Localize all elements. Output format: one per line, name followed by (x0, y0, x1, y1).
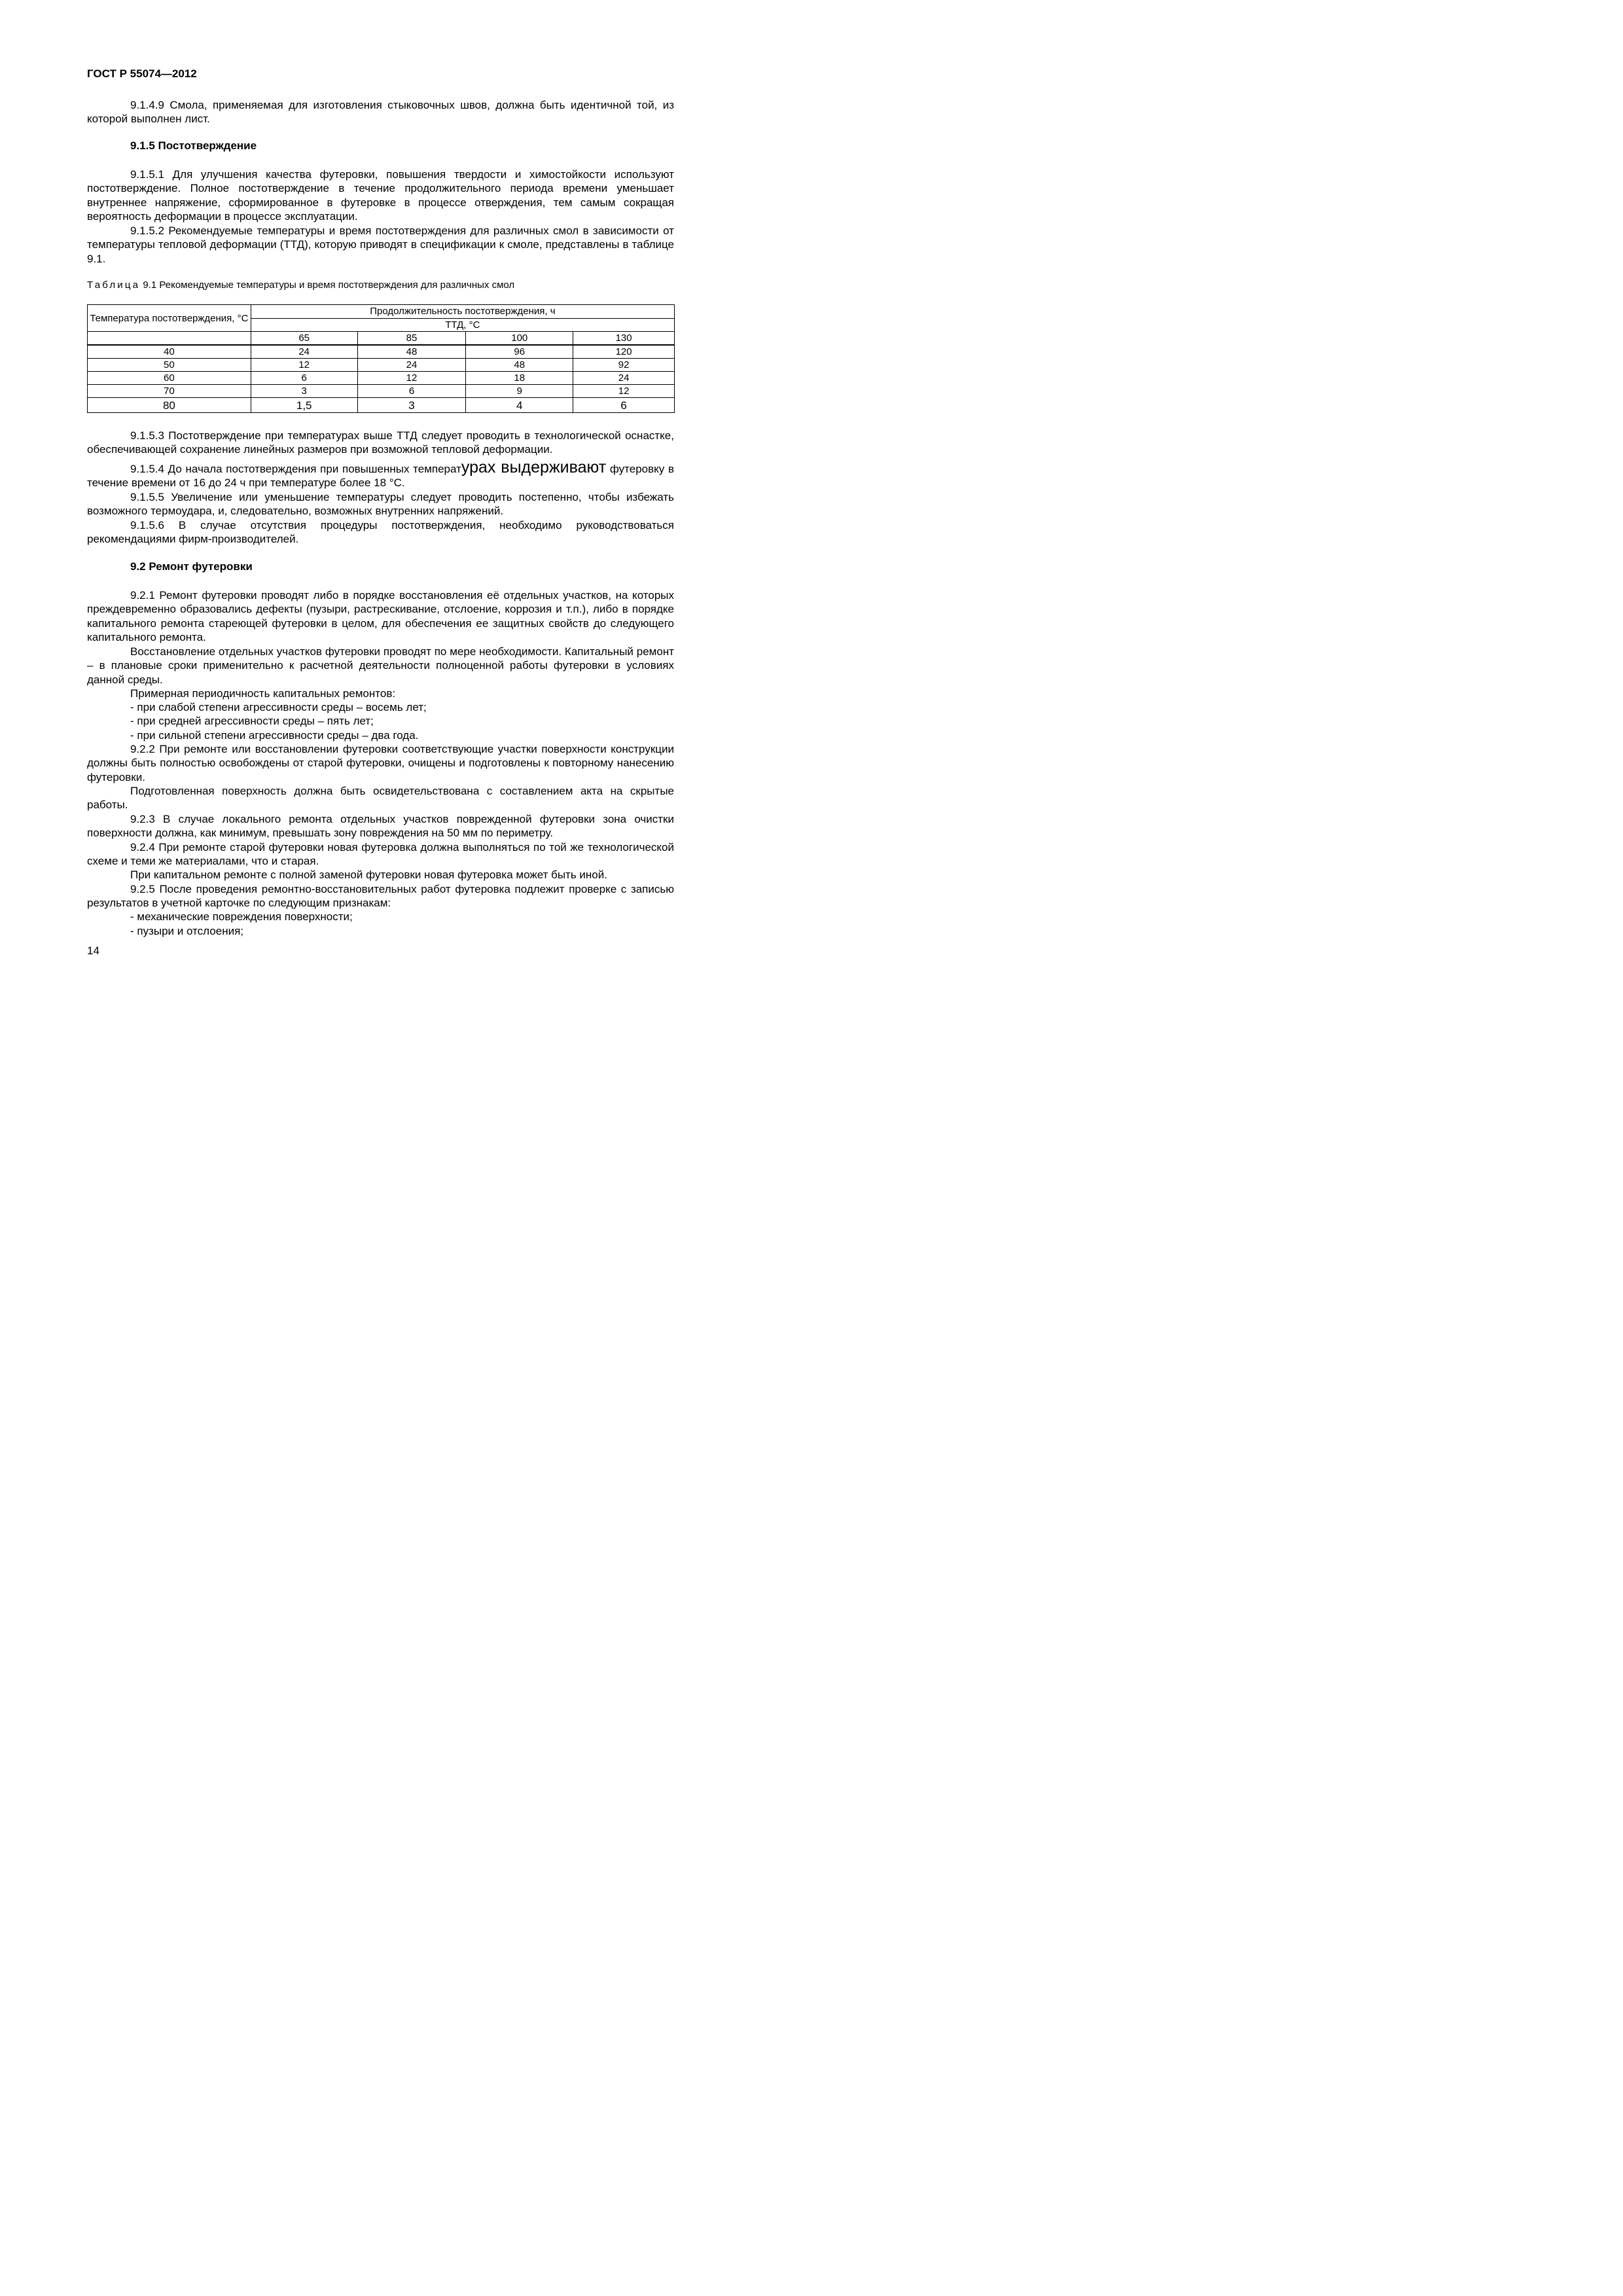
table-cell: 4 (466, 398, 573, 413)
table-caption-text: 9.1 Рекомендуемые температуры и время постотверждения для различных смол (140, 279, 515, 291)
table-cell: 6 (573, 398, 675, 413)
list-item: - при сильной степени агрессивности среды – два года. (130, 729, 419, 742)
table-cell: 24 (251, 345, 357, 359)
table-header-ttd: ТТД, °С (251, 318, 674, 332)
table-header-temperature: Температура постотверждения, °C (88, 305, 251, 332)
paragraph-9-1-5-3: 9.1.5.3 Постотверждение при температурах выше ТТД следует проводить в технологической оснастке, обеспечивающей сохранение линейных размеров при возможной тепловой деформации. (87, 429, 674, 456)
paragraph-9-1-5-4-part1: 9.1.5.4 До начала постотверждения при повышенных температ (130, 463, 461, 475)
paragraph-9-2-4: 9.2.4 При ремонте старой футеровки новая футеровка должна выполняться по той же технологической схеме и теми же материалами, что и старая. (87, 841, 674, 868)
table-cell: 48 (357, 345, 466, 359)
list-item: - при средней агрессивности среды – пять лет; (130, 715, 374, 727)
paragraph-9-2-2: 9.2.2 При ремонте или восстановлении футеровки соответствующие участки поверхности конструкции должны быть полностью освобождены от старой футеровки, очищены и подготовлены к повторному нанесению футеровки. (87, 743, 674, 783)
paragraph-9-2-5: 9.2.5 После проведения ремонтно-восстановительных работ футеровка подлежит проверке с записью результатов в учетной карточке по следующим признакам: (87, 883, 674, 910)
paragraph-9-1-5-5: 9.1.5.5 Увеличение или уменьшение температуры следует проводить постепенно, чтобы избежать возможного термоудара, и, следовательно, возможных внутренних напряжений. (87, 491, 674, 518)
table-cell: 12 (573, 385, 675, 398)
table-cell: 50 (88, 359, 251, 372)
paragraph-restoration: Восстановление отдельных участков футеровки проводят по мере необходимости. Капитальный ремонт – в плановые сроки применительно к расчетной деятельности полноценной работы футеровки в условиях данной среды. (87, 645, 674, 686)
paragraph-9-2-3: 9.2.3 В случае локального ремонта отдельных участков поврежденной футеровки зона очистки поверхности должна, как минимум, превышать зону повреждения на 50 мм по периметру. (87, 813, 674, 840)
table-caption-label: Таблица (87, 279, 141, 291)
paragraph-9-1-4-9: 9.1.4.9 Смола, применяемая для изготовления стыковочных швов, должна быть идентичной той, из которой выполнен лист. (87, 99, 674, 126)
table-header-duration: Продолжительность постотверждения, ч (251, 305, 674, 319)
table-cell: 80 (88, 398, 251, 413)
table-row (88, 359, 675, 372)
table-header-ttd-value: 130 (573, 332, 675, 346)
table-cell: 92 (573, 359, 675, 372)
list-item: - пузыри и отслоения; (130, 925, 244, 937)
paragraph-prepared-surface: Подготовленная поверхность должна быть освидетельствована с составлением акта на скрытые работы. (87, 785, 674, 812)
table-row (88, 345, 675, 359)
table-cell: 60 (88, 372, 251, 385)
table-cell: 120 (573, 345, 675, 359)
table-header-ttd-value: 65 (251, 332, 357, 346)
table-cell: 48 (466, 359, 573, 372)
table-cell: 3 (357, 398, 466, 413)
table-cell: 70 (88, 385, 251, 398)
table-cell: 96 (466, 345, 573, 359)
page-number: 14 (87, 944, 99, 957)
paragraph-9-1-5-4-part3: футеровку в течение времени от 16 до 24 ч при температуре более 18 °С. (87, 463, 674, 490)
paragraph-periodicity: Примерная периодичность капитальных ремонтов: (130, 687, 396, 700)
postcure-table (87, 304, 675, 413)
list-item: - механические повреждения поверхности; (130, 910, 353, 923)
table-header-ttd-value: 100 (466, 332, 573, 346)
table-cell: 24 (357, 359, 466, 372)
paragraph-9-1-5-4 (87, 458, 674, 490)
table-header-ttd-value: 85 (357, 332, 466, 346)
paragraph-capital-repair: При капитальном ремонте с полной заменой футеровки новая футеровка может быть иной. (130, 869, 607, 881)
table-header-empty-cell (88, 332, 251, 346)
table-cell: 12 (357, 372, 466, 385)
table-cell: 6 (357, 385, 466, 398)
table-cell: 12 (251, 359, 357, 372)
table-cell: 18 (466, 372, 573, 385)
paragraph-9-1-5-4-large-fragment: урах выдерживают (461, 458, 607, 476)
table-cell: 9 (466, 385, 573, 398)
paragraph-9-2-1: 9.2.1 Ремонт футеровки проводят либо в порядке восстановления её отдельных участков, на которых преждевременно образовались дефекты (пузыри, растрескивание, отслоение, коррозия и т.п.), либо в порядке капитального ремонта стареющей футеровки в целом, для обеспечения ее защитных свойств до следующего капитального ремонта. (87, 589, 674, 643)
table-cell: 6 (251, 372, 357, 385)
list-item: - при слабой степени агрессивности среды – восемь лет; (130, 701, 427, 713)
section-heading-9-2: 9.2 Ремонт футеровки (130, 560, 253, 573)
table-caption (87, 279, 514, 291)
table-row (88, 385, 675, 398)
table-row (88, 398, 675, 413)
section-heading-9-1-5: 9.1.5 Постотверждение (130, 139, 257, 152)
paragraph-9-1-5-2: 9.1.5.2 Рекомендуемые температуры и время постотверждения для различных смол в зависимости от температуры тепловой деформации (ТТД), которую приводят в спецификации к смоле, представлены в таблице 9.1. (87, 224, 674, 265)
table-cell: 1,5 (251, 398, 357, 413)
paragraph-9-1-5-6: 9.1.5.6 В случае отсутствия процедуры постотверждения, необходимо руководствоваться рекомендациями фирм-производителей. (87, 519, 674, 546)
document-header: ГОСТ Р 55074—2012 (87, 67, 197, 80)
table-cell: 24 (573, 372, 675, 385)
table-row (88, 372, 675, 385)
table-cell: 40 (88, 345, 251, 359)
table-cell: 3 (251, 385, 357, 398)
paragraph-9-1-5-1: 9.1.5.1 Для улучшения качества футеровки, повышения твердости и химостойкости используют постотверждение. Полное постотверждение в течение продолжительного периода времени уменьшает внутреннее напряжение, сформированное в футеровке в процессе отверждения, тем самым сокращая вероятность деформации в процессе эксплуатации. (87, 168, 674, 223)
